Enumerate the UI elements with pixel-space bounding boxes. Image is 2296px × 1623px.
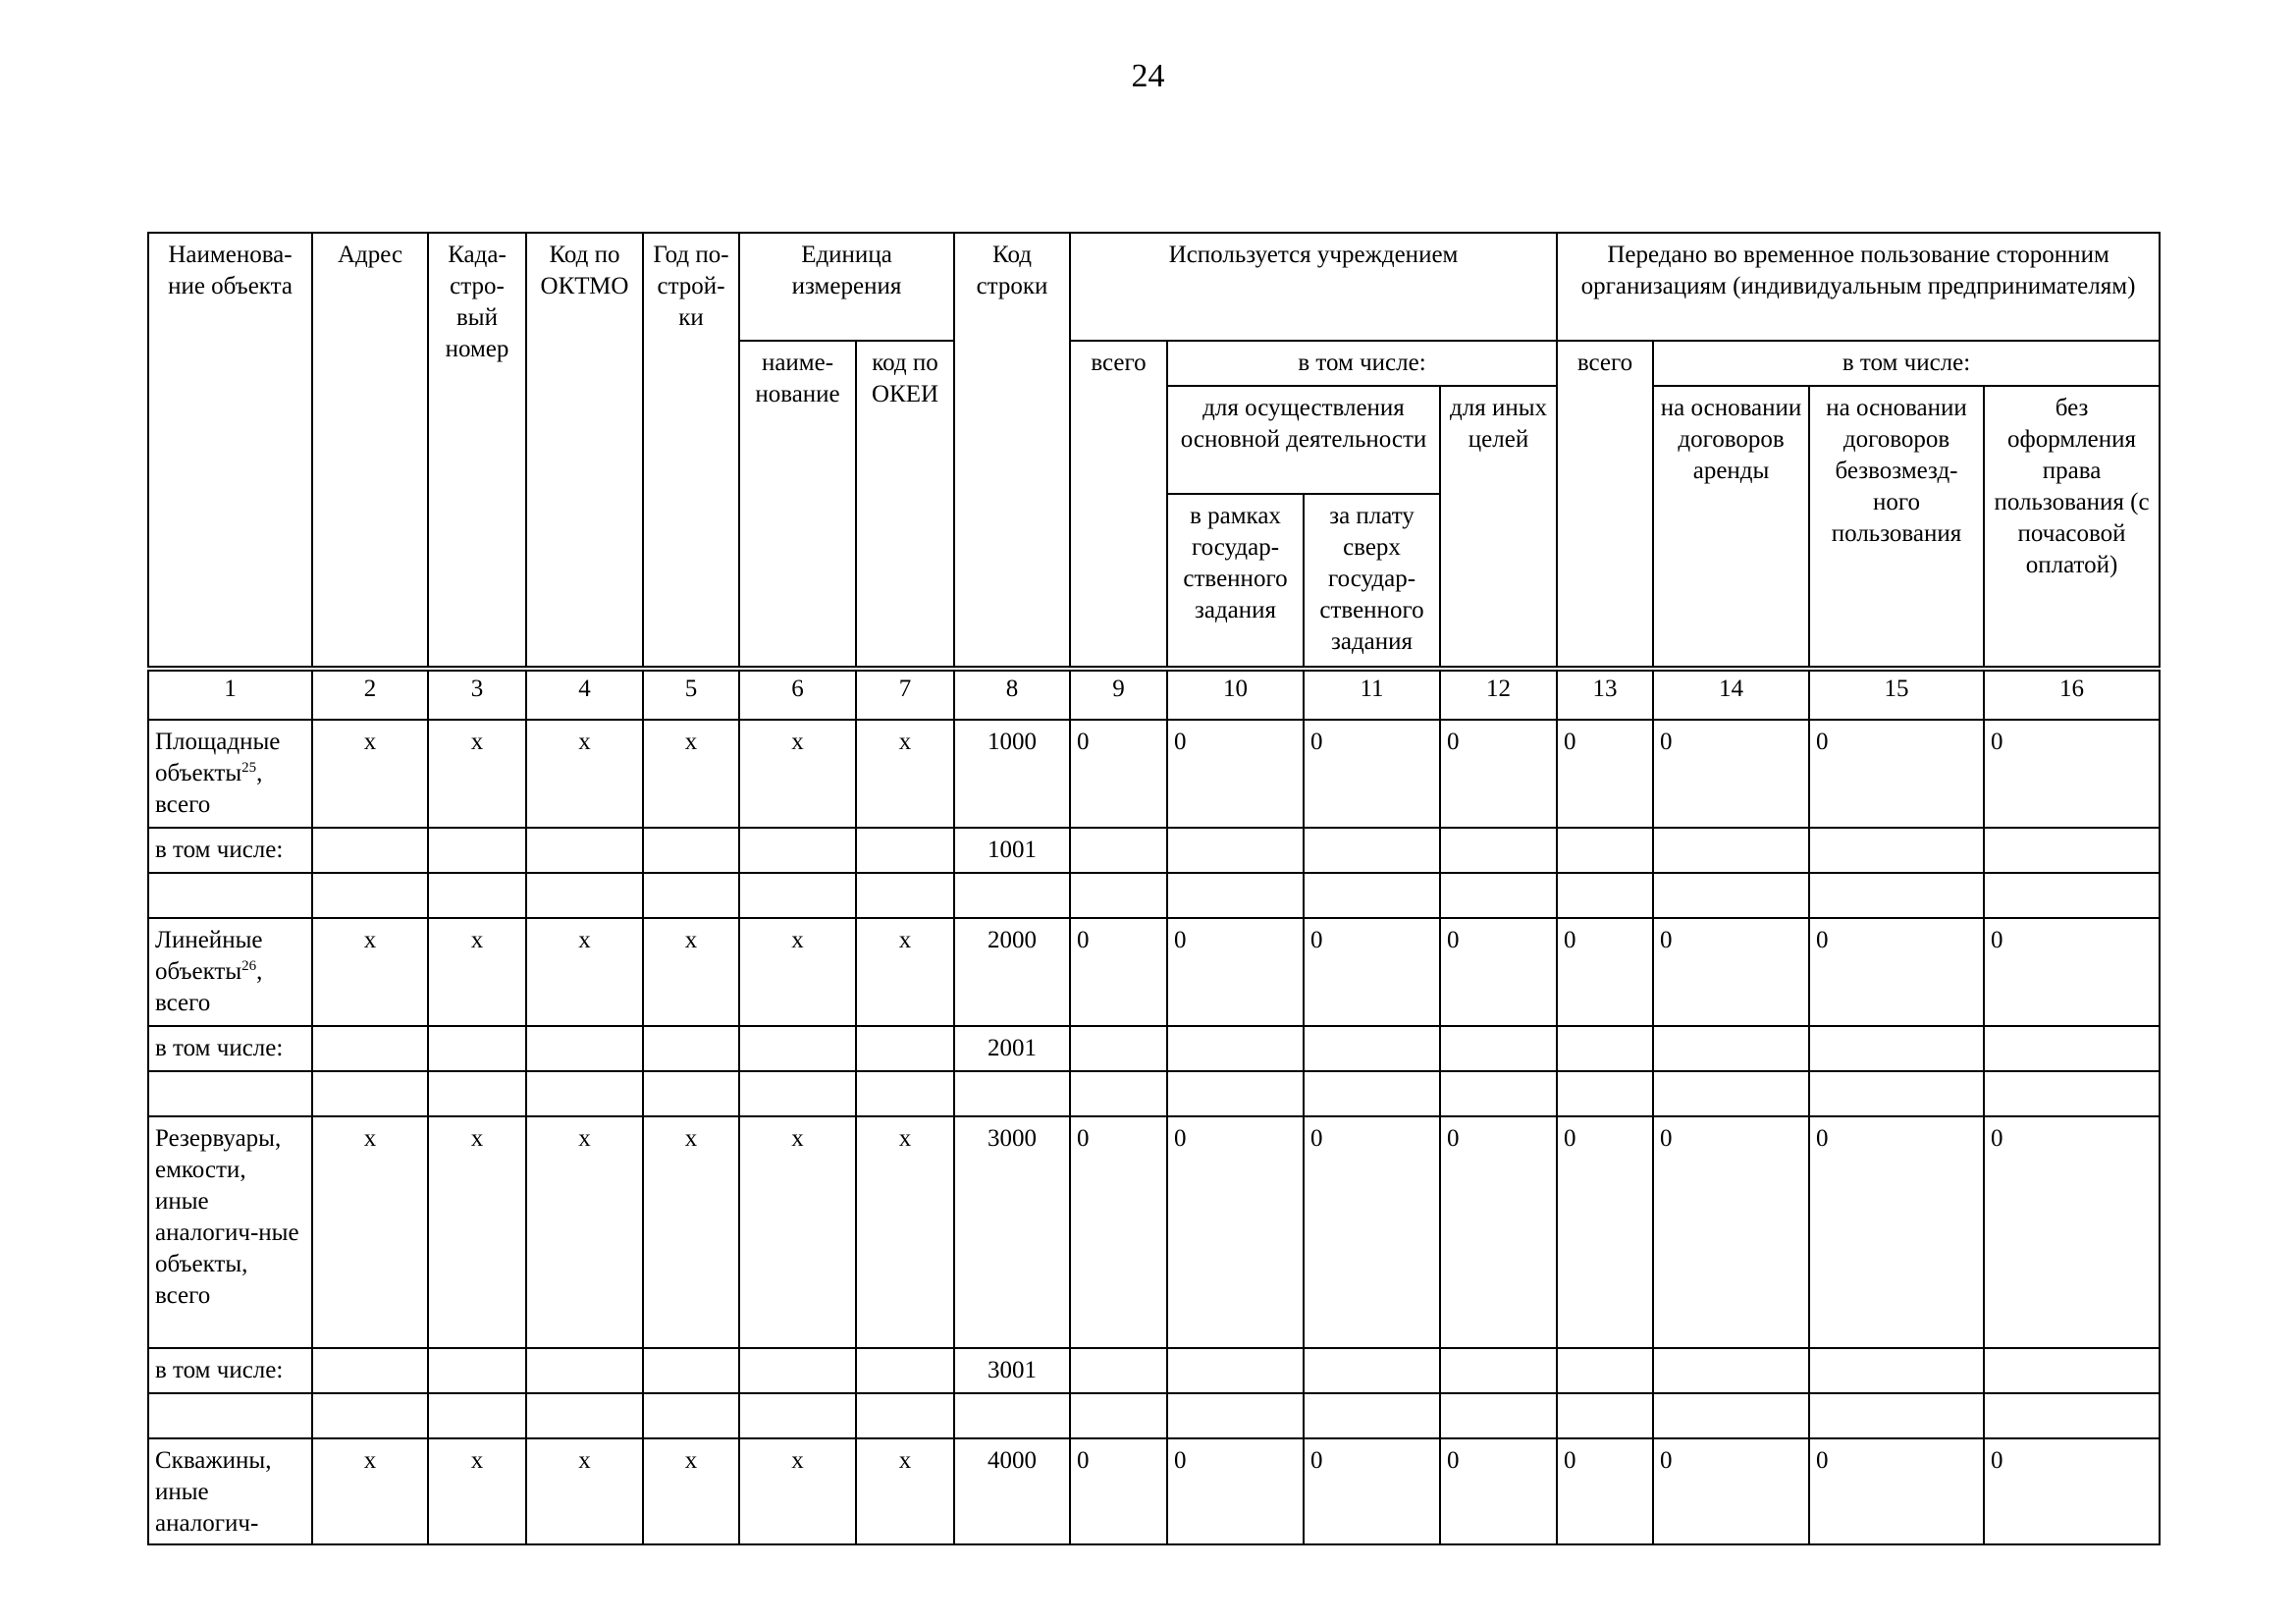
value-cell: 0 [1304, 1438, 1440, 1544]
empty-cell [643, 1071, 739, 1116]
not-applicable-cell: x [856, 720, 954, 828]
empty-cell [1440, 1348, 1557, 1393]
empty-cell [739, 1026, 856, 1071]
empty-cell [954, 1071, 1070, 1116]
value-cell: 0 [1809, 720, 1984, 828]
value-cell: 0 [1440, 720, 1557, 828]
empty-cell [1440, 828, 1557, 873]
empty-cell [1304, 1026, 1440, 1071]
not-applicable-cell: x [428, 1116, 526, 1348]
value-cell: 0 [1440, 1116, 1557, 1348]
value-cell: 0 [1653, 1438, 1809, 1544]
not-applicable-cell: x [739, 918, 856, 1026]
including-label: в том числе: [148, 1348, 312, 1393]
empty-cell [148, 1071, 312, 1116]
empty-cell [312, 1071, 428, 1116]
value-cell: 0 [1984, 918, 2160, 1026]
column-number: 13 [1557, 671, 1653, 720]
header-object-name: Наименова-ние объекта [148, 233, 312, 667]
table-row [148, 1348, 2160, 1393]
empty-cell [428, 1393, 526, 1438]
table-row [148, 1438, 2160, 1544]
column-number: 6 [739, 671, 856, 720]
object-name: Линейные объекты [155, 927, 263, 985]
empty-cell [1809, 1348, 1984, 1393]
table-body [147, 670, 2161, 1545]
not-applicable-cell: x [856, 1116, 954, 1348]
not-applicable-cell: x [526, 918, 643, 1026]
column-number: 2 [312, 671, 428, 720]
empty-cell [643, 828, 739, 873]
column-number: 14 [1653, 671, 1809, 720]
value-cell: 0 [1653, 918, 1809, 1026]
empty-cell [739, 1348, 856, 1393]
object-name: Резервуары, емкости, иные аналогич-ные объекты, всего [155, 1125, 299, 1309]
empty-cell [312, 1348, 428, 1393]
header-year: Год по-строй-ки [643, 233, 739, 667]
header-oktmo: Код по ОКТМО [526, 233, 643, 667]
value-cell: 0 [1809, 918, 1984, 1026]
value-cell: 0 [1809, 1438, 1984, 1544]
object-name: Площадные объекты [155, 729, 281, 786]
empty-cell [739, 1071, 856, 1116]
table-row [148, 828, 2160, 873]
page-number: 24 [1131, 58, 1165, 94]
line-code-cell: 3000 [954, 1116, 1070, 1348]
not-applicable-cell: x [739, 1438, 856, 1544]
not-applicable-cell: x [643, 918, 739, 1026]
value-cell: 0 [1167, 918, 1304, 1026]
not-applicable-cell: x [312, 720, 428, 828]
empty-cell [1167, 828, 1304, 873]
object-name-cell [148, 1116, 312, 1348]
empty-cell [1440, 1026, 1557, 1071]
header-unit: Единица измерения [739, 233, 954, 341]
empty-cell [1984, 1026, 2160, 1071]
empty-cell [739, 828, 856, 873]
empty-cell [1653, 828, 1809, 873]
empty-cell [954, 873, 1070, 918]
empty-cell [1809, 1071, 1984, 1116]
empty-cell [1167, 1393, 1304, 1438]
empty-cell [856, 873, 954, 918]
empty-cell [643, 873, 739, 918]
table-header [147, 232, 2161, 668]
value-cell: 0 [1653, 720, 1809, 828]
empty-cell [1070, 828, 1167, 873]
footnote-ref: 25 [241, 760, 257, 776]
empty-cell [1167, 1348, 1304, 1393]
empty-cell [1557, 1071, 1653, 1116]
not-applicable-cell: x [428, 918, 526, 1026]
not-applicable-cell: x [643, 720, 739, 828]
not-applicable-cell: x [643, 1116, 739, 1348]
header-address: Адрес [312, 233, 428, 667]
value-cell: 0 [1070, 1116, 1167, 1348]
empty-cell [1984, 1071, 2160, 1116]
empty-cell [526, 1071, 643, 1116]
empty-cell [1304, 828, 1440, 873]
empty-cell [526, 1348, 643, 1393]
value-cell: 0 [1440, 1438, 1557, 1544]
empty-cell [428, 1026, 526, 1071]
empty-cell [643, 1348, 739, 1393]
header-transferred-hourly: без оформления права пользования (с почасовой оплатой) [1984, 386, 2160, 667]
column-number: 5 [643, 671, 739, 720]
header-used: Используется учреждением [1070, 233, 1557, 341]
footnote-ref: 26 [241, 958, 257, 974]
header-transferred-total: всего [1557, 341, 1653, 667]
header-used-other-purposes: для иных целей [1440, 386, 1557, 667]
empty-cell [526, 828, 643, 873]
empty-cell [1557, 873, 1653, 918]
table-row [148, 1026, 2160, 1071]
not-applicable-cell: x [312, 1438, 428, 1544]
empty-cell [1809, 1393, 1984, 1438]
header-used-paid-beyond-task: за плату сверх государ-ственного задания [1304, 494, 1440, 667]
including-label: в том числе: [148, 1026, 312, 1071]
empty-cell [312, 828, 428, 873]
empty-cell [1557, 1026, 1653, 1071]
empty-cell [856, 828, 954, 873]
table-row [148, 720, 2160, 828]
value-cell: 0 [1304, 1116, 1440, 1348]
header-cadastral-number: Када-стро-вый номер [428, 233, 526, 667]
empty-cell [739, 1393, 856, 1438]
empty-cell [148, 1393, 312, 1438]
empty-cell [1440, 873, 1557, 918]
empty-cell [526, 873, 643, 918]
empty-cell [1809, 828, 1984, 873]
empty-cell [643, 1026, 739, 1071]
not-applicable-cell: x [526, 1116, 643, 1348]
empty-cell [1984, 1393, 2160, 1438]
value-cell: 0 [1167, 1116, 1304, 1348]
empty-cell [856, 1393, 954, 1438]
empty-cell [428, 1071, 526, 1116]
value-cell: 0 [1984, 1438, 2160, 1544]
empty-cell [1653, 1026, 1809, 1071]
column-number: 9 [1070, 671, 1167, 720]
empty-cell [1557, 1348, 1653, 1393]
line-code-cell: 3001 [954, 1348, 1070, 1393]
value-cell: 0 [1653, 1116, 1809, 1348]
column-number: 11 [1304, 671, 1440, 720]
empty-cell [1557, 1393, 1653, 1438]
line-code-cell: 2001 [954, 1026, 1070, 1071]
empty-cell [954, 1393, 1070, 1438]
empty-cell [1653, 1071, 1809, 1116]
value-cell: 0 [1984, 720, 2160, 828]
header-unit-okei: код по ОКЕИ [856, 341, 954, 667]
not-applicable-cell: x [526, 1438, 643, 1544]
value-cell: 0 [1809, 1116, 1984, 1348]
not-applicable-cell: x [856, 918, 954, 1026]
empty-cell [1984, 873, 2160, 918]
value-cell: 0 [1070, 918, 1167, 1026]
header-used-including: в том числе: [1167, 341, 1557, 386]
table-row [148, 873, 2160, 918]
not-applicable-cell: x [428, 720, 526, 828]
empty-cell [1070, 1348, 1167, 1393]
empty-cell [856, 1348, 954, 1393]
empty-cell [856, 1071, 954, 1116]
value-cell: 0 [1070, 720, 1167, 828]
empty-cell [1070, 1026, 1167, 1071]
column-numbers-row [148, 671, 2160, 720]
line-code-cell: 4000 [954, 1438, 1070, 1544]
table-row [148, 918, 2160, 1026]
not-applicable-cell: x [428, 1438, 526, 1544]
empty-cell [312, 1026, 428, 1071]
value-cell: 0 [1557, 918, 1653, 1026]
column-number: 8 [954, 671, 1070, 720]
value-cell: 0 [1304, 918, 1440, 1026]
value-cell: 0 [1557, 1438, 1653, 1544]
header-transferred: Передано во временное пользование сторонним организациям (индивидуальным предпринимателям) [1557, 233, 2160, 341]
empty-cell [1809, 873, 1984, 918]
empty-cell [1167, 873, 1304, 918]
empty-cell [1167, 1026, 1304, 1071]
empty-cell [1440, 1393, 1557, 1438]
header-line-code: Код строки [954, 233, 1070, 667]
empty-cell [1984, 828, 2160, 873]
empty-cell [1653, 873, 1809, 918]
object-name-cell: Линейные объекты$^{26}$, всего [148, 918, 312, 1026]
empty-cell [1070, 1071, 1167, 1116]
value-cell: 0 [1167, 720, 1304, 828]
object-name: Скважины, иные аналогич- [155, 1447, 272, 1537]
empty-cell [1440, 1071, 1557, 1116]
value-cell: 0 [1440, 918, 1557, 1026]
value-cell: 0 [1167, 1438, 1304, 1544]
empty-cell [312, 873, 428, 918]
empty-cell [428, 828, 526, 873]
not-applicable-cell: x [856, 1438, 954, 1544]
empty-cell [1557, 828, 1653, 873]
not-applicable-cell: x [643, 1438, 739, 1544]
not-applicable-cell: x [739, 720, 856, 828]
value-cell: 0 [1557, 1116, 1653, 1348]
empty-cell [1304, 1393, 1440, 1438]
not-applicable-cell: x [739, 1116, 856, 1348]
object-name-cell: Площадные объекты$^{25}$, всего [148, 720, 312, 828]
value-cell: 0 [1070, 1438, 1167, 1544]
header-used-main-activity: для осуществления основной деятельности [1167, 386, 1440, 494]
header-transferred-free-use: на основании договоров безвозмезд-ного пользования [1809, 386, 1984, 667]
header-used-total: всего [1070, 341, 1167, 667]
column-number: 16 [1984, 671, 2160, 720]
table-row [148, 1071, 2160, 1116]
header-unit-name: наиме-нование [739, 341, 856, 667]
empty-cell [643, 1393, 739, 1438]
table-row [148, 1393, 2160, 1438]
line-code-cell: 1000 [954, 720, 1070, 828]
value-cell: 0 [1984, 1116, 2160, 1348]
empty-cell [1070, 1393, 1167, 1438]
header-transferred-including: в том числе: [1653, 341, 2160, 386]
empty-cell [739, 873, 856, 918]
table-row [148, 1116, 2160, 1348]
line-code-cell: 1001 [954, 828, 1070, 873]
empty-cell [148, 873, 312, 918]
empty-cell [856, 1026, 954, 1071]
value-cell: 0 [1304, 720, 1440, 828]
empty-cell [428, 1348, 526, 1393]
empty-cell [428, 873, 526, 918]
not-applicable-cell: x [312, 1116, 428, 1348]
not-applicable-cell: x [526, 720, 643, 828]
empty-cell [526, 1026, 643, 1071]
column-number: 12 [1440, 671, 1557, 720]
empty-cell [1304, 1348, 1440, 1393]
empty-cell [1653, 1348, 1809, 1393]
empty-cell [1984, 1348, 2160, 1393]
empty-cell [526, 1393, 643, 1438]
column-number: 10 [1167, 671, 1304, 720]
empty-cell [1070, 873, 1167, 918]
column-number: 1 [148, 671, 312, 720]
line-code-cell: 2000 [954, 918, 1070, 1026]
header-used-state-task: в рамках государ-ственного задания [1167, 494, 1304, 667]
column-number: 7 [856, 671, 954, 720]
value-cell: 0 [1557, 720, 1653, 828]
empty-cell [1304, 1071, 1440, 1116]
object-name-cell [148, 1438, 312, 1544]
column-number: 3 [428, 671, 526, 720]
empty-cell [1304, 873, 1440, 918]
empty-cell [1809, 1026, 1984, 1071]
column-number: 4 [526, 671, 643, 720]
not-applicable-cell: x [312, 918, 428, 1026]
empty-cell [1653, 1393, 1809, 1438]
column-number: 15 [1809, 671, 1984, 720]
empty-cell [312, 1393, 428, 1438]
header-transferred-lease: на основании договоров аренды [1653, 386, 1809, 667]
including-label: в том числе: [148, 828, 312, 873]
empty-cell [1167, 1071, 1304, 1116]
